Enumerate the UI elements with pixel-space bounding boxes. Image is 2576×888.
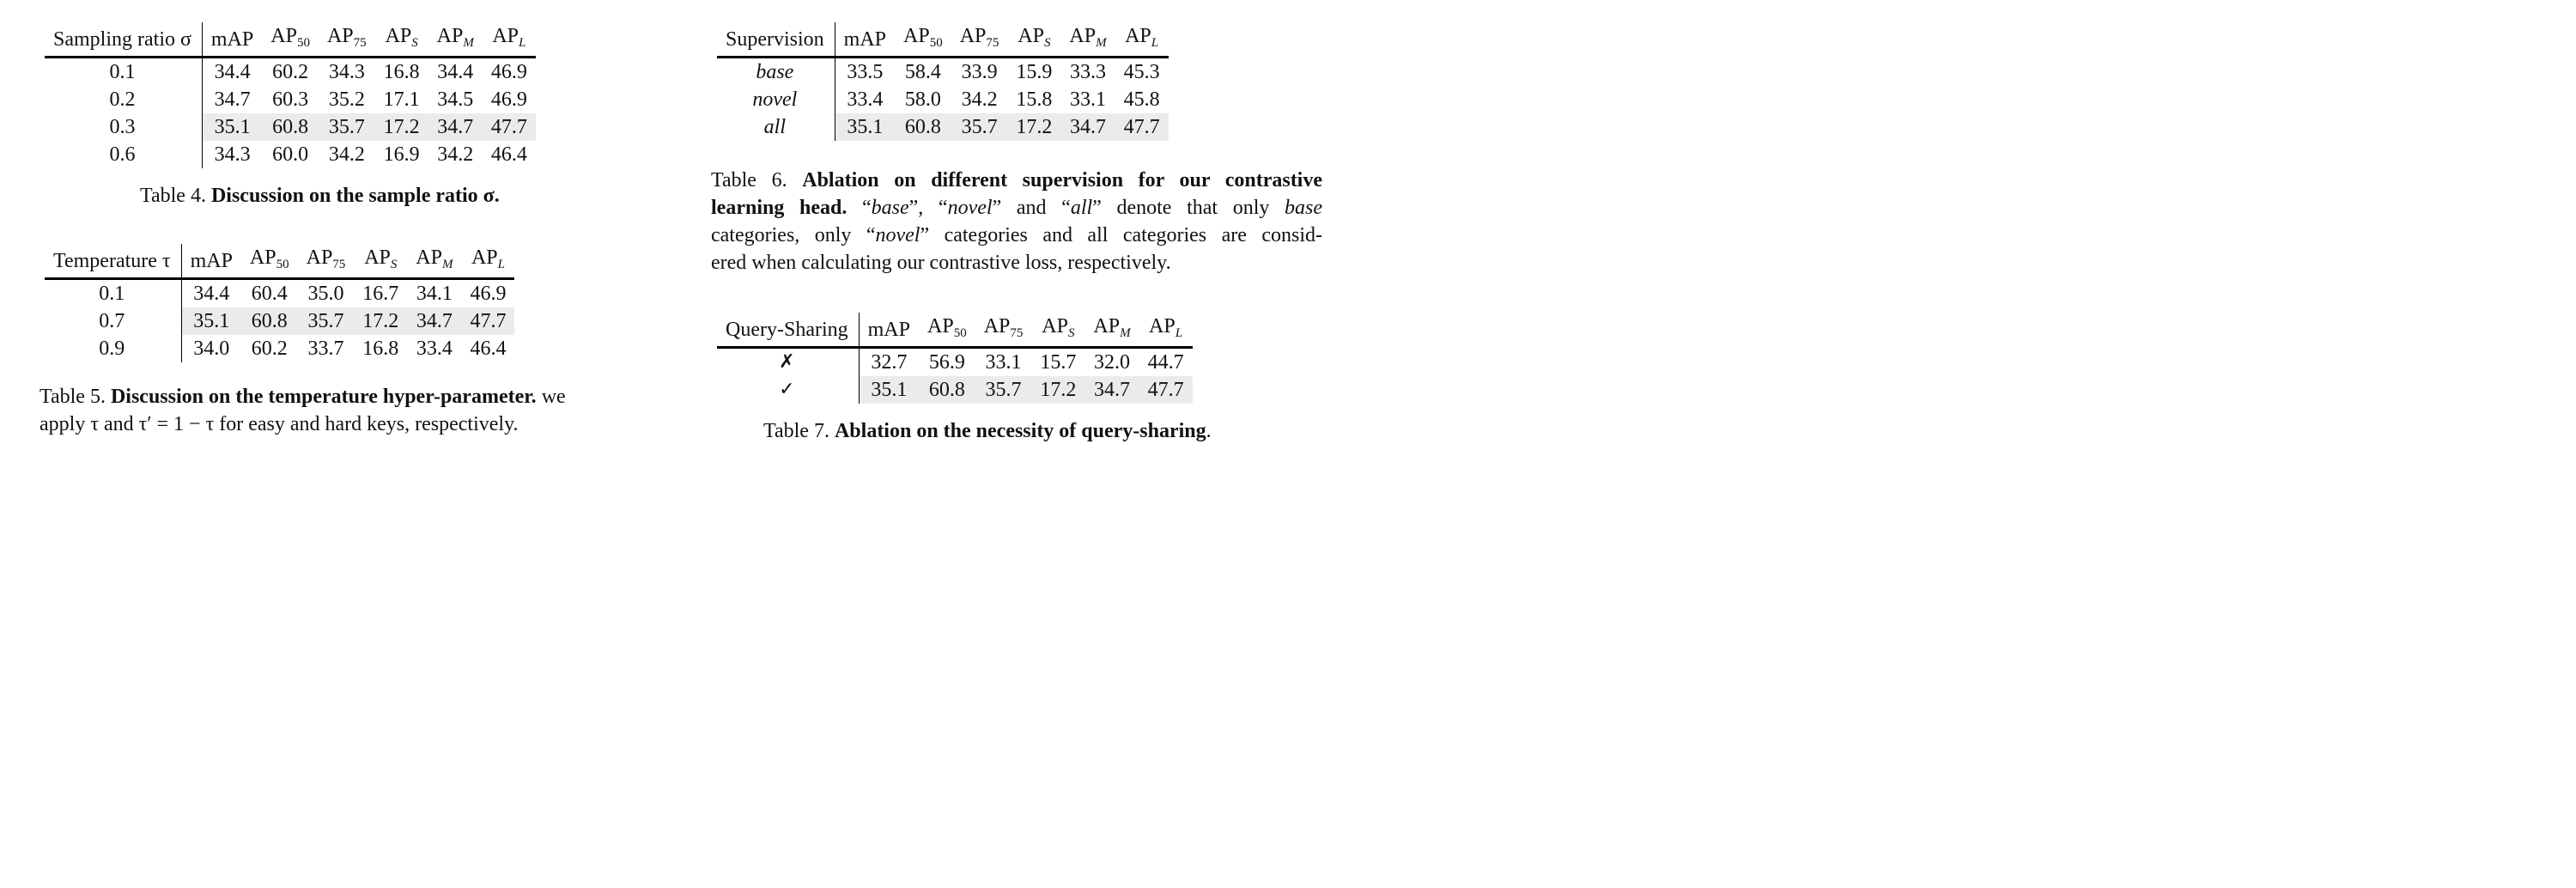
table-cell: 35.1	[202, 113, 262, 141]
table-cell: 16.8	[362, 338, 399, 360]
column-header	[241, 244, 298, 279]
header-subscript: 50	[953, 326, 967, 340]
table-cell: 15.9	[1016, 61, 1053, 83]
table-cell: 45.8	[1123, 88, 1160, 111]
row-setting-cell: 0.2	[45, 86, 202, 113]
table-cell: 44.7	[1147, 351, 1184, 374]
column-header	[181, 244, 241, 279]
caption-text: ” denote that only	[1092, 197, 1285, 219]
header-subscript: L	[1151, 36, 1159, 50]
header-subscript: M	[1120, 326, 1131, 340]
table-cell: 60.8	[919, 376, 975, 404]
table-row	[717, 113, 1169, 141]
row-setting-cell: all	[717, 113, 835, 141]
column-header	[859, 313, 919, 348]
caption-text: ” and “	[992, 197, 1071, 219]
header-text: Temperature τ	[53, 250, 171, 272]
column-header	[354, 244, 407, 279]
caption-italic: all	[1070, 197, 1093, 219]
column-header-setting	[45, 244, 181, 279]
caption-text: we	[536, 386, 566, 408]
column-header	[1139, 313, 1193, 348]
column-header-setting	[45, 22, 202, 58]
caption-bold: Discussion on the temperature hyper-parameter.	[110, 386, 537, 408]
caption-italic: base	[871, 197, 909, 219]
table-row	[45, 307, 514, 335]
table-cell: 34.3	[328, 61, 365, 83]
table-7	[717, 313, 1193, 404]
header-text: AP	[959, 25, 987, 47]
results-table	[45, 22, 536, 168]
header-text: AP	[326, 25, 354, 47]
header-text: AP	[471, 246, 498, 269]
table-header-row	[45, 22, 536, 58]
caption-bold: Discussion on the sample ratio σ.	[210, 185, 500, 207]
table-cell: 46.9	[490, 88, 527, 111]
table-cell: 34.4	[193, 283, 230, 305]
table-cell: 17.2	[1007, 113, 1060, 141]
caption-text: ered when calculating our contrastive loss, respectively.	[711, 252, 1171, 274]
column-header-setting	[717, 22, 835, 58]
header-text: mAP	[210, 28, 254, 51]
table-cell: 60.8	[895, 113, 951, 141]
header-text: mAP	[867, 319, 910, 341]
header-text: AP	[492, 25, 519, 47]
header-text: AP	[249, 246, 276, 269]
column-header	[835, 22, 895, 58]
row-setting-cell: base	[717, 58, 835, 87]
header-text: mAP	[190, 250, 233, 272]
table-cell: 35.7	[319, 113, 375, 141]
table-header-row	[45, 244, 514, 279]
header-subscript: M	[441, 258, 453, 271]
row-setting-cell: 0.1	[45, 279, 181, 308]
table-cell: 47.7	[483, 113, 536, 141]
caption-prefix: Table 4.	[140, 185, 206, 207]
header-text: Supervision	[726, 28, 824, 51]
table-cell: 34.7	[407, 307, 461, 335]
table-cell: 47.7	[1139, 376, 1193, 404]
table-cell: 34.2	[437, 143, 474, 166]
table-cell: 35.7	[951, 113, 1008, 141]
header-subscript: 75	[1010, 326, 1024, 340]
header-subscript: L	[497, 258, 505, 271]
row-setting-cell: 0.9	[45, 335, 181, 362]
table-cell: 34.0	[193, 338, 230, 360]
caption-italic: novel	[947, 197, 993, 219]
table-cell: 46.9	[470, 283, 507, 305]
column-header	[202, 22, 262, 58]
table-cell: 35.1	[859, 376, 919, 404]
table-cell: 34.7	[1084, 376, 1139, 404]
table-cell: 56.9	[928, 351, 965, 374]
header-text: Sampling ratio σ	[53, 28, 191, 51]
table-cell: 60.3	[272, 88, 309, 111]
column-header-setting	[717, 313, 859, 348]
column-header	[375, 22, 428, 58]
table-cell: 33.5	[847, 61, 884, 83]
table-cell: 47.7	[1115, 113, 1169, 141]
table-cell: 35.0	[307, 283, 344, 305]
table-5	[45, 244, 514, 362]
table-cell: 32.0	[1093, 351, 1130, 374]
header-subscript: M	[1096, 36, 1107, 50]
results-table	[717, 313, 1193, 404]
caption-text: .	[1206, 420, 1212, 442]
table-cell: 46.4	[470, 338, 507, 360]
table-cell: 35.1	[835, 113, 895, 141]
table-cell: 17.2	[375, 113, 428, 141]
table-cell: 60.4	[251, 283, 288, 305]
table-cell: 34.1	[416, 283, 453, 305]
caption-text: ” categories and all categories are consid-	[920, 224, 1322, 246]
header-subscript: M	[463, 36, 474, 50]
caption-text: categories, only “	[711, 224, 876, 246]
column-header	[319, 22, 375, 58]
table-cell: 34.4	[437, 61, 474, 83]
table-row	[717, 86, 1169, 113]
header-text: AP	[1093, 315, 1121, 338]
header-text: AP	[1125, 25, 1151, 47]
table-cell: 16.7	[362, 283, 399, 305]
header-text: mAP	[843, 28, 887, 51]
caption-text: “	[847, 197, 872, 219]
caption-bold: Ablation on the necessity of query-sharing	[834, 420, 1206, 442]
header-text: AP	[1069, 25, 1097, 47]
results-table	[717, 22, 1169, 141]
caption-prefix: Table 7.	[763, 420, 829, 442]
table-cell: 58.4	[904, 61, 941, 83]
table-cell: 33.1	[1070, 88, 1106, 111]
column-header	[298, 244, 355, 279]
column-header	[1060, 22, 1115, 58]
table-cell: 46.9	[490, 61, 527, 83]
table-cell: 34.2	[961, 88, 998, 111]
table-row	[45, 86, 536, 113]
header-text: AP	[306, 246, 333, 269]
header-text: AP	[903, 25, 930, 47]
header-subscript: 50	[296, 36, 310, 50]
table-cell: 15.8	[1016, 88, 1053, 111]
row-setting-cell: novel	[717, 86, 835, 113]
table-cell: 33.1	[985, 351, 1022, 374]
column-header	[895, 22, 951, 58]
caption-bold: Ablation on different supervision for our contrastive	[802, 169, 1322, 192]
table-4	[45, 22, 536, 168]
table-row	[45, 113, 536, 141]
table-cell: 34.7	[214, 88, 251, 111]
header-subscript: S	[1044, 36, 1051, 50]
row-setting-cell: 0.3	[45, 113, 202, 141]
table-cell: 35.7	[975, 376, 1032, 404]
table-cell: 35.7	[298, 307, 355, 335]
table-7-caption	[763, 417, 1212, 445]
column-header	[428, 22, 483, 58]
header-subscript: L	[519, 36, 526, 50]
table-cell: 32.7	[871, 351, 908, 374]
table-cell: 33.9	[961, 61, 998, 83]
table-cell: 34.3	[214, 143, 251, 166]
table-row	[717, 376, 1193, 404]
table-cell: 34.7	[428, 113, 483, 141]
caption-prefix: Table 6.	[711, 169, 787, 192]
table-cell: 60.8	[262, 113, 319, 141]
column-header	[483, 22, 536, 58]
table-cell: 45.3	[1123, 61, 1160, 83]
table-cell: 33.7	[307, 338, 344, 360]
table-header-row	[717, 313, 1193, 348]
header-text: AP	[983, 315, 1011, 338]
table-row	[45, 141, 536, 168]
header-text: AP	[385, 25, 412, 47]
table-6-caption	[711, 167, 1322, 277]
header-subscript: 75	[986, 36, 999, 50]
header-text: AP	[927, 315, 954, 338]
caption-text: apply τ and τ′ = 1 − τ for easy and hard keys, respectively.	[39, 413, 519, 435]
header-text: AP	[364, 246, 391, 269]
caption-italic: base	[1285, 197, 1322, 219]
header-subscript: 75	[332, 258, 346, 271]
column-header	[262, 22, 319, 58]
table-cell: 60.0	[272, 143, 309, 166]
column-header	[919, 313, 975, 348]
cross-mark-icon: ✗	[717, 348, 859, 377]
table-cell: 34.5	[437, 88, 474, 111]
header-subscript: L	[1175, 326, 1183, 340]
table-cell: 33.4	[847, 88, 884, 111]
table-cell: 33.3	[1070, 61, 1106, 83]
table-row	[45, 335, 514, 362]
table-cell: 60.8	[241, 307, 298, 335]
column-header	[407, 244, 461, 279]
table-cell: 16.9	[383, 143, 420, 166]
column-header	[951, 22, 1008, 58]
caption-text: ”, “	[908, 197, 948, 219]
results-table	[45, 244, 514, 362]
table-cell: 34.7	[1060, 113, 1115, 141]
table-header-row	[717, 22, 1169, 58]
column-header	[461, 244, 514, 279]
table-cell: 33.4	[416, 338, 453, 360]
row-setting-cell: 0.7	[45, 307, 181, 335]
table-cell: 60.2	[251, 338, 288, 360]
column-header	[975, 313, 1032, 348]
table-4-caption	[140, 182, 500, 210]
table-5-caption	[39, 383, 658, 438]
header-subscript: S	[1067, 326, 1075, 340]
header-subscript: S	[390, 258, 398, 271]
header-text: AP	[416, 246, 442, 269]
table-cell: 58.0	[904, 88, 941, 111]
table-row	[45, 279, 514, 308]
header-text: AP	[270, 25, 297, 47]
table-row	[717, 58, 1169, 87]
table-cell: 46.4	[490, 143, 527, 166]
header-subscript: S	[411, 36, 418, 50]
row-setting-cell: 0.6	[45, 141, 202, 168]
table-6	[717, 22, 1169, 141]
table-cell: 15.7	[1040, 351, 1077, 374]
table-cell: 35.1	[181, 307, 241, 335]
row-setting-cell: 0.1	[45, 58, 202, 87]
table-cell: 34.4	[214, 61, 251, 83]
header-subscript: 50	[929, 36, 943, 50]
caption-prefix: Table 5.	[39, 386, 106, 408]
table-row	[717, 348, 1193, 377]
header-text: Query-Sharing	[726, 319, 848, 341]
column-header	[1084, 313, 1139, 348]
table-cell: 17.2	[1031, 376, 1084, 404]
header-text: AP	[1018, 25, 1044, 47]
caption-bold: learning head.	[711, 197, 848, 219]
check-mark-icon: ✓	[717, 376, 859, 404]
table-cell: 17.1	[383, 88, 420, 111]
table-cell: 16.8	[383, 61, 420, 83]
table-row	[45, 58, 536, 87]
header-text: AP	[1149, 315, 1176, 338]
table-cell: 34.2	[328, 143, 365, 166]
header-text: AP	[436, 25, 464, 47]
table-cell: 35.2	[328, 88, 365, 111]
header-text: AP	[1042, 315, 1068, 338]
table-cell: 47.7	[461, 307, 514, 335]
column-header	[1007, 22, 1060, 58]
header-subscript: 75	[353, 36, 367, 50]
table-cell: 17.2	[354, 307, 407, 335]
header-subscript: 50	[276, 258, 289, 271]
caption-italic: novel	[875, 224, 920, 246]
column-header	[1115, 22, 1169, 58]
table-cell: 60.2	[272, 61, 309, 83]
column-header	[1031, 313, 1084, 348]
